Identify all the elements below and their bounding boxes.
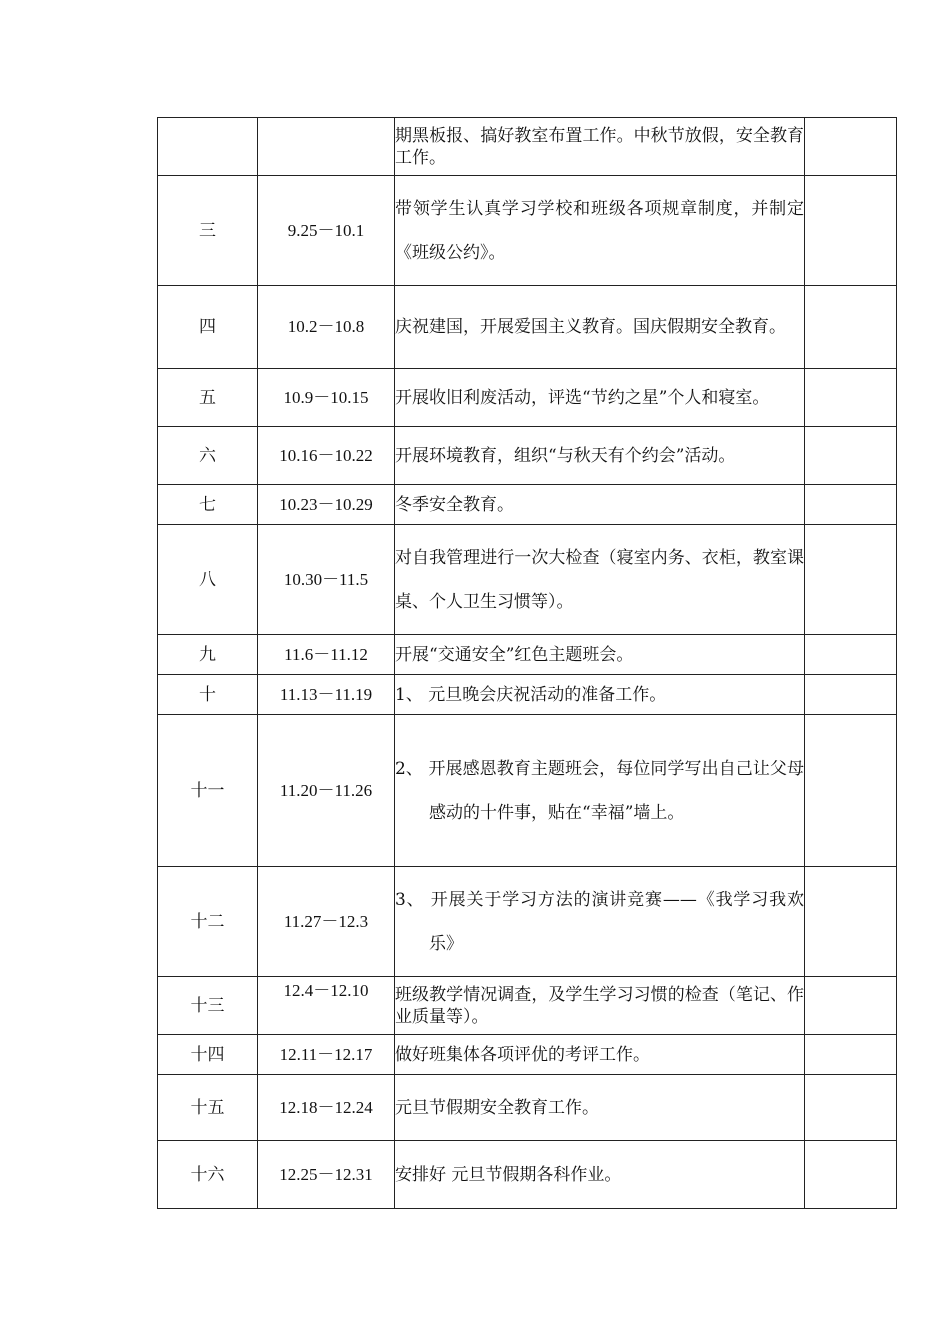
remark-cell <box>805 485 897 525</box>
table-row <box>158 1141 897 1209</box>
task-text: 2、 开展感恩教育主题班会，每位同学写出自己让父母感动的十件事，贴在“幸福”墙上。 <box>395 758 804 823</box>
table-row <box>158 867 897 977</box>
table-row <box>158 485 897 525</box>
task-cell <box>395 485 805 525</box>
date-cell: 10.9－10.15 <box>258 369 395 427</box>
task-text: 元旦节假期安全教育工作。 <box>395 1097 599 1118</box>
remark-cell <box>805 977 897 1035</box>
remark-cell <box>805 286 897 369</box>
task-text: 对自我管理进行一次大检查（寝室内务、衣柜，教室课桌、个人卫生习惯等）。 <box>395 547 804 612</box>
week-cell: 五 <box>158 369 258 427</box>
date-cell: 11.6－11.12 <box>258 635 395 675</box>
remark-cell <box>805 525 897 635</box>
table-row <box>158 427 897 485</box>
task-text: 开展环境教育，组织“与秋天有个约会”活动。 <box>395 445 736 466</box>
week-cell: 九 <box>158 635 258 675</box>
week-cell: 六 <box>158 427 258 485</box>
task-text: 开展收旧利废活动，评选“节约之星”个人和寝室。 <box>395 387 770 408</box>
week-cell: 十四 <box>158 1035 258 1075</box>
task-cell <box>395 1141 805 1209</box>
week-cell: 七 <box>158 485 258 525</box>
remark-cell <box>805 1035 897 1075</box>
remark-cell <box>805 867 897 977</box>
date-cell: 9.25－10.1 <box>258 176 395 286</box>
week-cell: 八 <box>158 525 258 635</box>
task-text: 期黑板报、搞好教室布置工作。中秋节放假，安全教育工作。 <box>395 125 804 168</box>
task-text: 开展“交通安全”红色主题班会。 <box>395 644 634 665</box>
work-plan-table <box>157 117 897 1209</box>
week-cell: 十二 <box>158 867 258 977</box>
table-row <box>158 635 897 675</box>
task-cell <box>395 176 805 286</box>
task-cell <box>395 635 805 675</box>
date-cell: 11.20－11.26 <box>258 715 395 867</box>
date-cell: 10.2－10.8 <box>258 286 395 369</box>
date-cell <box>258 118 395 176</box>
task-cell <box>395 715 805 867</box>
remark-cell <box>805 675 897 715</box>
table-row <box>158 1035 897 1075</box>
remark-cell <box>805 1141 897 1209</box>
table-row <box>158 715 897 867</box>
task-cell <box>395 118 805 176</box>
table-row <box>158 176 897 286</box>
table-row <box>158 369 897 427</box>
week-cell: 十三 <box>158 977 258 1035</box>
remark-cell <box>805 635 897 675</box>
table-row <box>158 977 897 1035</box>
task-cell <box>395 675 805 715</box>
remark-cell <box>805 715 897 867</box>
task-cell <box>395 525 805 635</box>
table-row <box>158 118 897 176</box>
remark-cell <box>805 427 897 485</box>
date-cell: 11.27－12.3 <box>258 867 395 977</box>
task-text: 1、 元旦晚会庆祝活动的准备工作。 <box>395 684 667 705</box>
task-cell <box>395 867 805 977</box>
task-text: 做好班集体各项评优的考评工作。 <box>395 1044 650 1065</box>
remark-cell <box>805 176 897 286</box>
week-cell <box>158 118 258 176</box>
table-row <box>158 525 897 635</box>
remark-cell <box>805 369 897 427</box>
task-cell <box>395 369 805 427</box>
week-cell: 三 <box>158 176 258 286</box>
date-cell: 10.30－11.5 <box>258 525 395 635</box>
date-cell: 12.4－12.10 <box>258 977 395 1035</box>
week-cell: 十五 <box>158 1075 258 1141</box>
task-cell <box>395 286 805 369</box>
task-cell <box>395 977 805 1035</box>
task-text: 班级教学情况调查，及学生学习习惯的检查（笔记、作业质量等）。 <box>395 984 804 1027</box>
date-cell: 11.13－11.19 <box>258 675 395 715</box>
task-cell <box>395 1075 805 1141</box>
task-text: 冬季安全教育。 <box>395 494 514 515</box>
task-text: 3、 开展关于学习方法的演讲竞赛——《我学习我欢乐》 <box>395 889 804 954</box>
task-cell <box>395 1035 805 1075</box>
week-cell: 十一 <box>158 715 258 867</box>
task-text: 安排好 元旦节假期各科作业。 <box>395 1164 622 1185</box>
remark-cell <box>805 1075 897 1141</box>
table-row <box>158 286 897 369</box>
remark-cell <box>805 118 897 176</box>
date-cell: 12.11－12.17 <box>258 1035 395 1075</box>
week-cell: 四 <box>158 286 258 369</box>
table-row <box>158 675 897 715</box>
date-cell: 10.23－10.29 <box>258 485 395 525</box>
date-cell: 12.25－12.31 <box>258 1141 395 1209</box>
date-cell: 12.18－12.24 <box>258 1075 395 1141</box>
week-cell: 十六 <box>158 1141 258 1209</box>
week-cell: 十 <box>158 675 258 715</box>
date-cell: 10.16－10.22 <box>258 427 395 485</box>
task-cell <box>395 427 805 485</box>
task-text: 庆祝建国，开展爱国主义教育。国庆假期安全教育。 <box>395 317 786 337</box>
table-row <box>158 1075 897 1141</box>
task-text: 带领学生认真学习学校和班级各项规章制度，并制定《班级公约》。 <box>395 198 804 263</box>
